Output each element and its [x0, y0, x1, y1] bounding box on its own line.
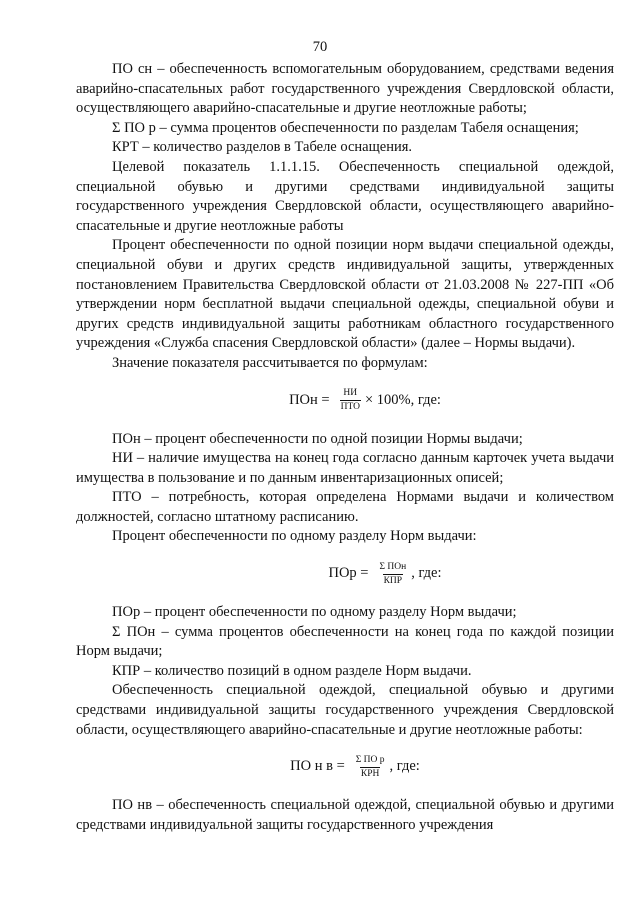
paragraph: КПР – количество позиций в одном разделе Норм выдачи. — [112, 662, 472, 679]
fraction-denominator: ПТО — [340, 402, 360, 412]
paragraph: Процент обеспеченности по одной позиции норм выдачи специальной одежды, специальной обуви и других средств индивидуальной защиты, утвержденных постановлением Правительства Свердловской области от 21.03.2008 № 227-ПП «Об утверждении норм бесплатной выдачи специальной одежды, специальной обуви и других средств индивидуальной защиты работникам областного государственного учреждения «Служба спасения Свердловской области» (далее – Нормы выдачи). — [76, 237, 614, 352]
paragraph: Σ ПО р – сумма процентов обеспеченности по разделам Табеля оснащения; — [112, 119, 579, 136]
formula-rhs: , где: — [389, 758, 420, 775]
paragraph: ПОн – процент обеспеченности по одной позиции Нормы выдачи; — [112, 430, 523, 447]
paragraph: ПОр – процент обеспеченности по одному разделу Норм выдачи; — [112, 604, 517, 621]
formula-ponv — [96, 745, 614, 789]
formula-por — [156, 552, 614, 596]
paragraph: ПО нв – обеспеченность специальной одеждой, специальной обувью и другими средствами индивидуальной защиты государственного учреждения — [76, 797, 614, 833]
formula-rhs: × 100%, где: — [364, 391, 441, 408]
fraction-denominator: КРН — [360, 768, 380, 779]
formula-lhs: ПОр = — [328, 565, 369, 582]
formula-rhs: , где: — [411, 565, 442, 582]
paragraph: Σ ПОн – сумма процентов обеспеченности на конец года по каждой позиции Норм выдачи; — [76, 623, 614, 660]
paragraph: ПО сн – обеспеченность вспомогательным оборудованием, средствами ведения аварийно-спасательных работ государственного учреждения Свердловской области, осуществляющего аварийно-спасательные и другие неотложные работы; — [76, 61, 614, 117]
paragraph: ПТО – потребность, которая определена Нормами выдачи и количеством должностей, согласно штатному расписанию. — [76, 489, 614, 525]
formula-fraction — [340, 388, 361, 413]
fraction-numerator: Σ ПО р — [355, 754, 385, 765]
fraction-numerator: Σ ПОн — [379, 561, 407, 572]
formula-lhs: ПОн = — [289, 391, 330, 408]
document-body — [76, 60, 614, 835]
formula-fraction — [355, 755, 386, 780]
paragraph: Процент обеспеченности по одному разделу Норм выдачи: — [112, 528, 477, 545]
paragraph: Целевой показатель 1.1.1.15. Обеспеченность специальной одеждой, специальной обувью и другими средствами индивидуальной защиты государственного учреждения Свердловской области, осуществляющего аварийно-спасательные и другие неотложные работы — [76, 158, 614, 234]
formula-fraction — [378, 562, 407, 587]
paragraph: Обеспеченность специальной одеждой, специальной обувью и другими средствами индивидуальной защиты государственного учреждения Свердловской области, осуществляющего аварийно-спасательные и другие неотложные работы: — [76, 682, 614, 738]
paragraph: Значение показателя рассчитывается по формулам: — [112, 354, 428, 371]
formula-pon — [116, 379, 614, 423]
fraction-numerator: НИ — [343, 388, 358, 398]
formula-lhs: ПО н в = — [290, 758, 345, 775]
paragraph: НИ – наличие имущества на конец года согласно данным карточек учета выдачи имущества в пользование и по данным инвентаризационных описей; — [76, 450, 614, 486]
fraction-denominator: КПР — [383, 575, 403, 586]
page-number: 70 — [312, 39, 328, 55]
paragraph: КРТ – количество разделов в Табеле оснащения. — [112, 139, 413, 156]
